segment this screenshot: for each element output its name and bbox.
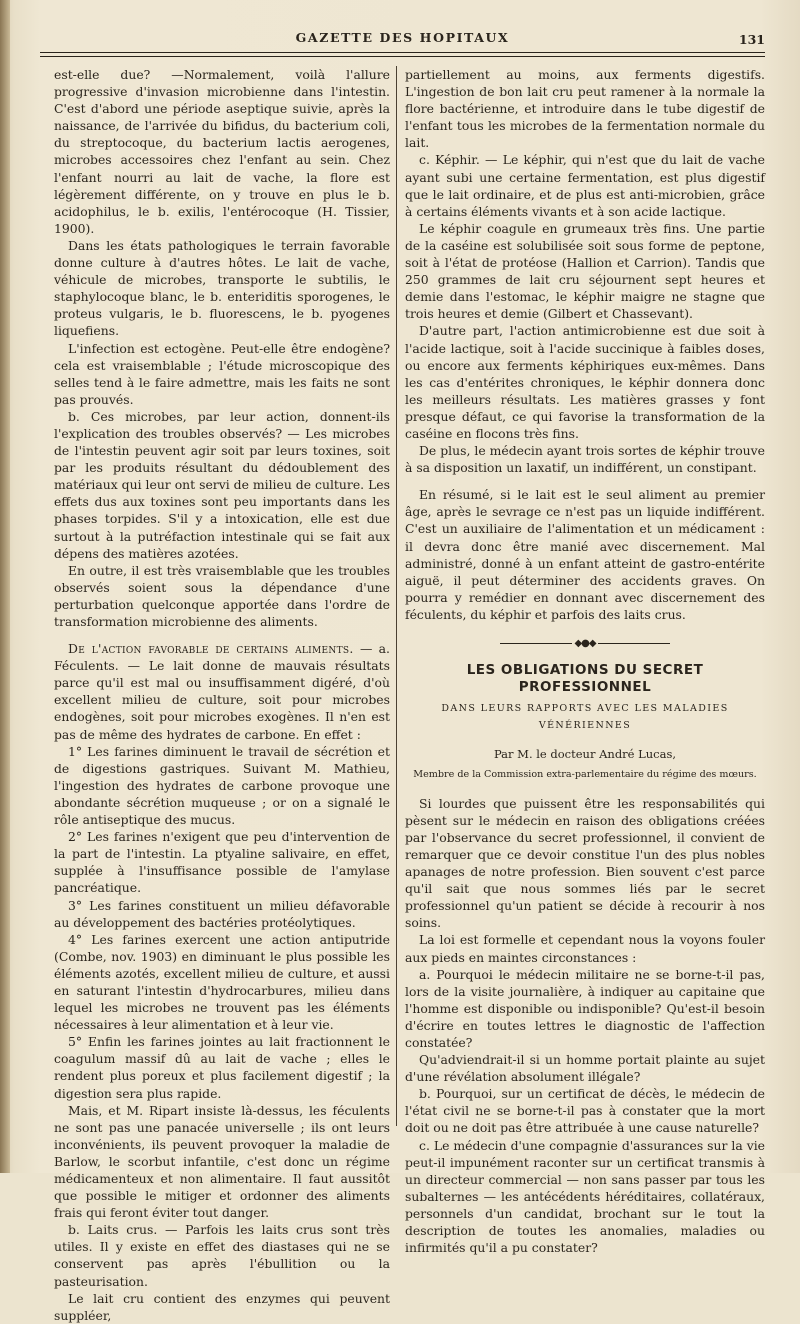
paragraph: La loi est formelle et cependant nous la voyons fouler aux pieds en maintes circonstances :: [405, 932, 765, 965]
paragraph: Le lait cru contient des enzymes qui peuvent suppléer,: [54, 1290, 390, 1323]
paragraph: En outre, il est très vraisemblable que les troubles observés soient sous la dépendance d'une perturbation quelconque apportée dans l'ordre de transformation microbienne des aliments.: [54, 562, 390, 629]
article-subtitle: DANS LEURS RAPPORTS AVEC LES MALADIES VÉNÉRIENNES: [441, 703, 729, 732]
page-binding-edge: [0, 0, 10, 1173]
paragraph: Mais, et M. Ripart insiste là-dessus, les féculents ne sont pas une panacée universelle ; ils ont leurs inconvénients, ils peuvent provoquer la maladie de Barlow, le scorbut infantile, c'est donc un régime médicamenteux et non alimentaire. Il faut aussitôt que possible le mitiger et ordonner des aliments frais qui feront éviter tout danger.: [54, 1102, 390, 1221]
paragraph: 5° Enfin les farines jointes au lait fractionnent le coagulum massif dû au lait de vache ; elles le rendent plus poreux et plus facilement digestif ; la digestion sera plus rapide.: [54, 1034, 390, 1101]
page-number: 131: [738, 32, 765, 47]
paragraph: b. Ces microbes, par leur action, donnent-ils l'explication des troubles observés? — Les microbes de l'intestin peuvent agir soit par leurs toxines, soit par les produits résultant du dédoublement des matériaux qui leur ont servi de milieu de culture. Les effets dus aux toxines sont peu importants dans les phases torpides. S'il y a intoxication, elle est due surtout à la putréfaction intestinale qui se fait aux dépens des matières azotées.: [54, 408, 390, 561]
paragraph: Qu'adviendrait-il si un homme portait plainte au sujet d'une révélation absolument illégale?: [405, 1052, 765, 1085]
section-paragraph: [54, 640, 390, 743]
paragraph: c. Képhir. — Le képhir, qui n'est que du lait de vache ayant subi une certaine fermentation, est plus digestif que le lait ordinaire, et de plus est anti-microbien, grâce à certains éléments vivants et à son acide lactique.: [405, 152, 765, 219]
paragraph: Le képhir coagule en grumeaux très fins. Une partie de la caséine est solubilisée soit sous forme de peptone, soit à l'état de protéose (Hallion et Carrion). Tandis que 250 grammes de lait cru séjournent sept heures et demie dans l'estomac, le képhir maigre ne stagne que trois heures et demie (Gilbert et Chassevant).: [405, 220, 765, 322]
paragraph: 2° Les farines n'exigent que peu d'intervention de la part de l'intestin. La ptyaline salivaire, en effet, supplée à l'insuffisance possible de l'amylase pancréatique.: [54, 829, 390, 896]
paragraph: 4° Les farines exercent une action antiputride (Combe, nov. 1903) en diminuant le plus possible les éléments azotés, excellent milieu de culture, et aussi en saturant l'intestin d'hydrocarbures, milieu dans lequel les microbes ne trouvent pas les éléments nécessaires à leur alimentation et à leur vie.: [54, 931, 390, 1033]
paragraph: est-elle due? —Normalement, voilà l'allure progressive d'invasion microbienne dans l'intestin. C'est d'abord une période aseptique suivie, après la naissance, de l'arrivée du bifidus, du bacterium coli, du streptocoque, du bacterium lactis aerogenes, microbes accessoires chez l'enfant au sein. Chez l'enfant nourri au lait de vache, la flore est légèrement différente, on y trouve en plus le b. acidophilus, le b. exilis, l'entérocoque (H. Tissier, 1900).: [54, 67, 390, 236]
header-rule-thin: [40, 56, 765, 57]
journal-title: GAZETTE DES HOPITAUX: [295, 30, 510, 45]
section-heading: De l'action favorable de certains aliments.: [68, 641, 354, 657]
running-header: [40, 30, 765, 50]
paragraph: En résumé, si le lait est le seul aliment au premier âge, après le sevrage ce n'est pas un liquide indifférent. C'est un auxiliaire de l'alimentation et un médicament : il devra donc être manié avec discernement. Mal administré, donné à un enfant atteint de gastro-entérite aiguë, il peut déterminer des accidents graves. On pourra y remédier en donnant avec discernement des féculents, du képhir et parfois des laits crus.: [405, 487, 765, 622]
paragraph: partiellement au moins, aux ferments digestifs. L'ingestion de bon lait cru peut ramener à la normale la flore bactérienne, et introduire dans le tube digestif de l'enfant tous les microbes de la fermentation normale du lait.: [405, 67, 765, 151]
article-title: LES OBLIGATIONS DU SECRET PROFESSIONNEL: [466, 662, 704, 696]
paragraph: c. Le médecin d'une compagnie d'assurances sur la vie peut-il impunément raconter sur un certificat transmis à un directeur commercial — non sans passer par tous les subalternes — les antécédents héréditaires, collatéraux, personnels d'un candidat, brochant sur le tout la description de toutes les anomalies, maladies ou infirmités qu'il a pu constater?: [405, 1137, 765, 1256]
paragraph: L'infection est ectogène. Peut-elle être endogène? cela est vraisemblable ; l'étude microscopique des selles tend à le faire admettre, mais les faits ne sont pas prouvés.: [54, 340, 390, 407]
paragraph: b. Laits crus. — Parfois les laits crus sont très utiles. Il y existe en effet des diastases qui ne se conservent pas après l'ébullition ou la pasteurisation.: [54, 1222, 390, 1289]
column-separator: [396, 66, 397, 1126]
section-text: — a. Féculents. — Le lait donne de mauvais résultats parce qu'il est mal ou insuffisamment digéré, d'où excellent milieu de culture, soit pour microbes endogènes, soit pour microbes exogènes. Il n'en est pas de même des hydrates de carbone. En effet :: [54, 641, 390, 742]
author-affiliation: Membre de la Commission extra-parlementaire du régime des mœurs.: [413, 768, 757, 780]
section-ornament: ◆●◆: [405, 635, 765, 652]
right-column: [405, 66, 765, 1256]
left-column: [54, 66, 390, 1324]
paragraph: De plus, le médecin ayant trois sortes de képhir trouve à sa disposition un laxatif, un indifférent, un constipant.: [405, 443, 765, 476]
paragraph: 1° Les farines diminuent le travail de sécrétion et de digestions gastriques. Suivant M. Mathieu, l'ingestion des hydrates de carbone provoque une abondante sécrétion muqueuse ; or on a signalé le rôle antiseptique des mucus.: [54, 743, 390, 828]
paragraph: D'autre part, l'action antimicrobienne est due soit à l'acide lactique, soit à l'acide succinique à faibles doses, ou encore aux ferments képhiriques eux-mêmes. Dans les cas d'entérites chroniques, le képhir donnera donc les meilleurs résultats. Les matières grasses y font presque défaut, ce qui favorise la transformation de la caséine en flocons très fins.: [405, 323, 765, 441]
paragraph: a. Pourquoi le médecin militaire ne se borne-t-il pas, lors de la visite journalière, à indiquer au capitaine que l'homme est disponible ou indisponible? Qu'est-il besoin d'écrire en toutes lettres le diagnostic de l'affection constatée?: [405, 966, 765, 1050]
article-author: Par M. le docteur André Lucas,: [493, 747, 677, 762]
paragraph: 3° Les farines constituent un milieu défavorable au développement des bactéries protéolytiques.: [54, 897, 390, 930]
paragraph: Dans les états pathologiques le terrain favorable donne culture à d'autres hôtes. Le lait de vache, véhicule de microbes, transporte le subtilis, le staphylocoque blanc, le b. enteriditis sporogenes, le proteus vulgaris, le b. fluorescens, le b. pyogenes liquefiens.: [54, 237, 390, 339]
header-rule-thick: [40, 52, 765, 53]
paragraph: b. Pourquoi, sur un certificat de décès, le médecin de l'état civil ne se borne-t-il pas à constater que la mort doit ou ne doit pas être attribuée à une cause naturelle?: [405, 1086, 765, 1136]
paragraph: Si lourdes que puissent être les responsabilités qui pèsent sur le médecin en raison des obligations créées par l'observance du secret professionnel, il convient de remarquer que ce devoir constitue l'un des plus nobles apanages de notre profession. Bien souvent c'est parce qu'il sait que nous sommes liés par le secret professionnel qu'un patient se décide à recourir à nos soins.: [405, 795, 765, 931]
